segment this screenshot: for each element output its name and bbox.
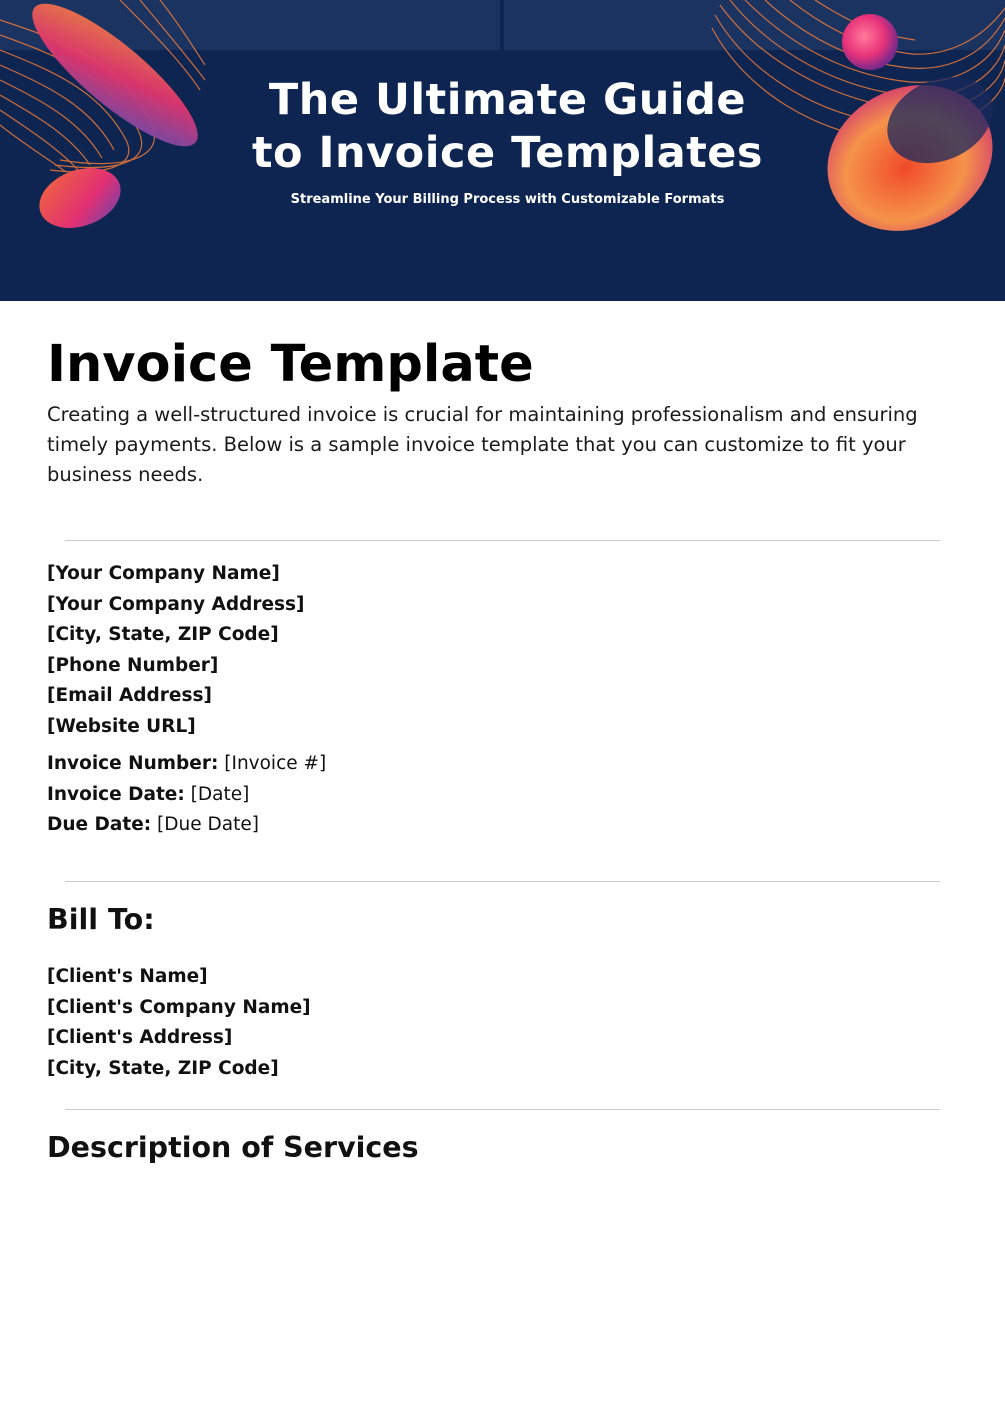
client-company-name: [Client's Company Name] — [47, 996, 311, 1018]
company-email: [Email Address] — [47, 685, 212, 706]
header-banner — [0, 0, 1005, 301]
client-city-state-zip: [City, State, ZIP Code] — [47, 1057, 279, 1079]
banner-title — [0, 74, 1005, 180]
intro-paragraph: Creating a well-structured invoice is crucial for maintaining professionalism and ensuring timely payments. Below is a sample invoice template that you can customize to fit your business needs. — [47, 403, 918, 486]
company-city-state-zip: [City, State, ZIP Code] — [47, 624, 279, 645]
invoice-number-value: [Invoice #] — [224, 753, 327, 774]
invoice-number-row — [47, 749, 940, 780]
banner-title-line2: to Invoice Templates — [251, 128, 764, 178]
company-address: [Your Company Address] — [47, 593, 305, 615]
company-info — [47, 559, 940, 742]
divider — [65, 540, 940, 541]
invoice-meta — [47, 749, 940, 841]
due-date-label: Due Date: — [47, 814, 152, 835]
bill-to-heading: Bill To: — [47, 903, 155, 936]
invoice-date-label: Invoice Date: — [47, 783, 185, 805]
client-name: [Client's Name] — [47, 966, 208, 987]
banner-subtitle: Streamline Your Billing Process with Customizable Formats — [290, 192, 725, 207]
company-name: [Your Company Name] — [47, 563, 280, 584]
client-address: [Client's Address] — [47, 1027, 233, 1048]
right-ball-shape — [842, 14, 898, 70]
page-title: Invoice Template — [47, 335, 534, 394]
divider — [65, 1109, 940, 1110]
intro-section — [47, 301, 940, 490]
services-heading: Description of Services — [47, 1131, 419, 1164]
bill-to-info — [47, 962, 940, 1084]
invoice-date-value: [Date] — [190, 783, 250, 805]
company-phone: [Phone Number] — [47, 654, 219, 676]
banner-title-line1: The Ultimate Guide — [268, 75, 747, 125]
invoice-number-label: Invoice Number: — [47, 753, 219, 774]
due-date-row — [47, 810, 940, 841]
invoice-date-row — [47, 780, 940, 811]
company-website: [Website URL] — [47, 715, 196, 737]
due-date-value: [Due Date] — [157, 814, 259, 835]
divider — [65, 881, 940, 882]
